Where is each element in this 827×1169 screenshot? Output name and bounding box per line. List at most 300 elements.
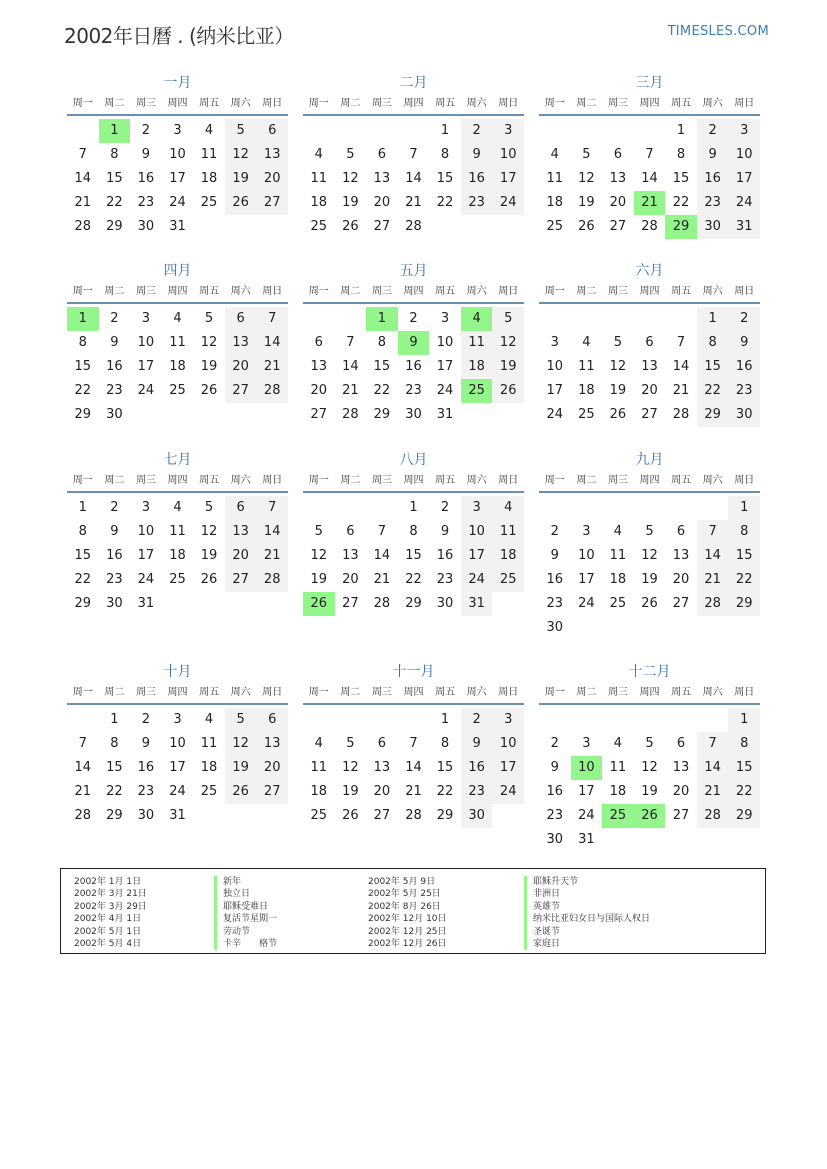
day-cell: 5	[613, 335, 623, 350]
day-cell: 12	[225, 732, 257, 756]
day-cell: 5	[204, 311, 214, 326]
day-cell: 19	[641, 784, 658, 799]
weekday-label: 周三	[607, 475, 628, 486]
day-cell: 19	[225, 167, 257, 191]
holiday-date: 2002年 5月 9日	[368, 877, 436, 887]
holiday-names-col-1	[214, 876, 277, 950]
day-cell: 1	[110, 712, 119, 727]
holiday-date: 2002年 8月 26日	[368, 901, 441, 912]
day-cell: 31	[169, 219, 186, 234]
holiday-date: 2002年 5月 1日	[74, 926, 142, 937]
day-cell: 1	[728, 496, 760, 520]
day-cell: 31	[578, 832, 595, 847]
day-cell: 3	[141, 500, 151, 515]
day-cell: 9	[697, 143, 729, 167]
day-cell: 25	[169, 383, 186, 398]
day-cell: 27	[310, 407, 328, 422]
day-cell: 26	[225, 780, 257, 804]
day-cell: 13	[609, 171, 627, 186]
day-cell: 17	[137, 548, 155, 563]
day-cell: 21	[697, 568, 729, 592]
weekday-label: 周二	[340, 475, 361, 486]
day-cell: 26	[225, 191, 257, 215]
day-cell: 14	[672, 359, 690, 374]
day-cell: 7	[256, 496, 288, 520]
day-cell: 10	[571, 756, 603, 780]
day-cell: 13	[672, 548, 690, 563]
day-cell: 22	[672, 195, 690, 210]
weekday-label: 周六	[466, 286, 487, 297]
day-cell: 4	[613, 524, 623, 539]
weekday-label: 周日	[262, 286, 283, 297]
day-cell: 13	[310, 359, 328, 374]
day-cell: 5	[225, 119, 257, 143]
day-cell: 9	[461, 732, 493, 756]
day-cell: 12	[641, 760, 658, 775]
month-name: 四月	[163, 263, 192, 279]
day-cell: 14	[342, 359, 359, 374]
day-cell: 23	[461, 191, 493, 215]
weekday-label: 周二	[104, 98, 125, 109]
day-cell: 20	[641, 383, 658, 398]
holiday-dates-col-2	[368, 876, 447, 950]
day-cell: 16	[436, 548, 454, 563]
day-cell: 14	[405, 760, 422, 775]
day-cell: 24	[546, 407, 564, 422]
day-grid	[303, 119, 524, 239]
weekday-label: 周五	[435, 98, 456, 109]
day-cell: 10	[169, 147, 186, 162]
month-block	[539, 661, 760, 852]
day-cell: 15	[697, 355, 729, 379]
weekday-header	[67, 282, 288, 304]
day-cell: 9	[728, 331, 760, 355]
day-cell: 10	[169, 736, 186, 751]
day-cell: 11	[578, 359, 595, 374]
day-cell: 27	[373, 219, 391, 234]
day-cell: 22	[436, 195, 454, 210]
day-cell: 5	[645, 524, 654, 539]
day-cell: 9	[141, 736, 151, 751]
day-cell: 27	[672, 808, 690, 823]
day-cell: 18	[609, 784, 627, 799]
day-cell: 22	[728, 568, 760, 592]
weekday-label: 周四	[167, 475, 188, 486]
day-cell: 31	[137, 596, 155, 611]
day-cell: 16	[697, 167, 729, 191]
holiday-names-col-2	[524, 876, 650, 950]
day-cell: 1	[440, 123, 450, 138]
day-cell: 26	[641, 596, 658, 611]
weekday-label: 周五	[435, 687, 456, 698]
weekday-header	[539, 471, 760, 493]
day-cell: 15	[405, 548, 422, 563]
day-cell: 12	[641, 548, 658, 563]
empty-cell	[571, 119, 603, 143]
month-name: 六月	[635, 263, 664, 279]
weekday-label: 周一	[72, 286, 93, 297]
weekday-label: 周三	[135, 687, 156, 698]
day-cell: 12	[200, 335, 218, 350]
weekday-label: 周五	[671, 98, 692, 109]
day-cell: 9	[550, 760, 559, 775]
day-cell: 4	[173, 500, 182, 515]
day-cell: 28	[256, 568, 288, 592]
day-cell: 21	[672, 383, 690, 398]
weekday-label: 周五	[671, 286, 692, 297]
day-cell: 6	[225, 496, 257, 520]
day-cell: 22	[373, 383, 391, 398]
day-cell: 21	[405, 195, 422, 210]
day-cell: 5	[645, 736, 654, 751]
day-cell: 18	[200, 760, 218, 775]
day-cell: 10	[137, 524, 155, 539]
day-cell: 11	[310, 171, 328, 186]
day-cell: 3	[728, 119, 760, 143]
holiday-name: 独立日	[214, 888, 277, 900]
day-cell: 9	[398, 331, 430, 355]
day-cell: 18	[578, 383, 595, 398]
weekday-label: 周一	[544, 687, 565, 698]
day-cell: 17	[578, 572, 595, 587]
empty-cell	[67, 119, 99, 143]
weekday-label: 周四	[639, 475, 660, 486]
weekday-header	[303, 683, 524, 705]
weekday-label: 周四	[403, 98, 424, 109]
day-cell: 23	[546, 596, 564, 611]
weekday-label: 周二	[340, 286, 361, 297]
weekday-header	[303, 282, 524, 304]
day-cell: 9	[110, 335, 119, 350]
day-cell: 20	[225, 544, 257, 568]
day-cell: 18	[492, 544, 524, 568]
day-cell: 20	[225, 355, 257, 379]
day-cell: 13	[256, 732, 288, 756]
day-cell: 9	[141, 147, 151, 162]
day-cell: 3	[582, 736, 591, 751]
day-cell: 30	[697, 215, 729, 239]
weekday-label: 周四	[403, 475, 424, 486]
holiday-date: 2002年 5月 25日	[368, 889, 441, 900]
day-cell: 21	[373, 572, 391, 587]
day-cell: 18	[310, 195, 328, 210]
empty-cell	[539, 307, 571, 331]
day-cell: 30	[728, 403, 760, 427]
weekday-label: 周三	[135, 98, 156, 109]
day-cell: 3	[492, 119, 524, 143]
weekday-label: 周五	[435, 286, 456, 297]
day-cell: 26	[200, 572, 218, 587]
day-grid	[539, 307, 760, 427]
weekday-header	[67, 94, 288, 116]
site-brand[interactable]: TIMESLES.COM	[667, 24, 769, 39]
day-cell: 6	[225, 307, 257, 331]
day-cell: 20	[609, 195, 627, 210]
day-cell: 7	[697, 520, 729, 544]
weekday-label: 周六	[702, 286, 723, 297]
day-cell: 11	[609, 760, 627, 775]
empty-cell	[303, 119, 335, 143]
day-cell: 26	[303, 592, 335, 616]
weekday-label: 周六	[230, 98, 251, 109]
empty-cell	[697, 708, 729, 732]
day-cell: 11	[200, 736, 218, 751]
month-name: 九月	[635, 452, 664, 468]
day-cell: 2	[141, 712, 151, 727]
month-name: 十二月	[628, 664, 671, 680]
holiday-list	[60, 868, 766, 954]
day-cell: 4	[204, 123, 214, 138]
day-cell: 28	[672, 407, 690, 422]
weekday-header	[67, 683, 288, 705]
day-cell: 14	[74, 171, 92, 186]
day-cell: 1	[440, 712, 450, 727]
day-cell: 29	[74, 407, 92, 422]
month-block	[539, 260, 760, 427]
day-cell: 14	[697, 544, 729, 568]
month-name: 十一月	[392, 664, 435, 680]
day-cell: 2	[550, 524, 559, 539]
day-cell: 19	[609, 383, 627, 398]
day-cell: 19	[342, 784, 359, 799]
empty-cell	[303, 496, 335, 520]
holiday-name: 耶稣升天节	[524, 876, 650, 888]
empty-cell	[303, 708, 335, 732]
day-cell: 29	[106, 219, 123, 234]
day-cell: 11	[310, 760, 328, 775]
empty-cell	[634, 119, 666, 143]
day-cell: 24	[578, 808, 595, 823]
day-cell: 30	[461, 804, 493, 828]
empty-cell	[366, 708, 398, 732]
day-cell: 6	[645, 335, 654, 350]
weekday-label: 周四	[403, 687, 424, 698]
weekday-label: 周三	[607, 687, 628, 698]
day-cell: 29	[728, 592, 760, 616]
month-name: 十月	[163, 664, 192, 680]
day-cell: 4	[461, 307, 493, 331]
day-cell: 15	[728, 756, 760, 780]
weekday-label: 周四	[639, 687, 660, 698]
day-cell: 20	[342, 572, 359, 587]
day-cell: 5	[314, 524, 323, 539]
day-cell: 30	[546, 832, 564, 847]
weekday-label: 周日	[498, 286, 519, 297]
day-cell: 2	[461, 119, 493, 143]
weekday-label: 周六	[230, 475, 251, 486]
day-cell: 30	[546, 620, 564, 635]
weekday-label: 周二	[576, 475, 597, 486]
day-cell: 24	[137, 572, 155, 587]
day-cell: 21	[74, 195, 92, 210]
weekday-label: 周一	[308, 475, 329, 486]
day-cell: 8	[676, 147, 686, 162]
weekday-label: 周四	[167, 286, 188, 297]
day-cell: 16	[137, 171, 155, 186]
weekday-label: 周五	[435, 475, 456, 486]
day-cell: 1	[78, 500, 87, 515]
weekday-label: 周二	[340, 98, 361, 109]
day-cell: 17	[546, 383, 564, 398]
month-block	[303, 72, 524, 239]
day-cell: 23	[546, 808, 564, 823]
month-name: 二月	[399, 75, 428, 91]
holiday-name: 英雄节	[524, 901, 650, 913]
empty-cell	[602, 307, 634, 331]
weekday-label: 周一	[308, 98, 329, 109]
weekday-label: 周日	[734, 286, 755, 297]
day-cell: 13	[373, 171, 391, 186]
weekday-label: 周五	[671, 475, 692, 486]
day-cell: 20	[672, 784, 690, 799]
day-cell: 8	[440, 736, 450, 751]
day-cell: 20	[373, 195, 391, 210]
day-cell: 28	[373, 596, 391, 611]
weekday-label: 周二	[340, 687, 361, 698]
day-cell: 25	[578, 407, 595, 422]
weekday-label: 周日	[498, 475, 519, 486]
weekday-header	[303, 94, 524, 116]
day-cell: 22	[74, 572, 92, 587]
day-cell: 25	[200, 784, 218, 799]
month-block	[539, 72, 760, 239]
day-cell: 27	[373, 808, 391, 823]
day-cell: 16	[106, 548, 123, 563]
day-cell: 24	[492, 780, 524, 804]
day-cell: 1	[366, 307, 398, 331]
day-cell: 10	[546, 359, 564, 374]
day-cell: 7	[409, 736, 418, 751]
day-cell: 4	[492, 496, 524, 520]
day-cell: 27	[256, 191, 288, 215]
day-cell: 1	[67, 307, 99, 331]
month-block	[303, 449, 524, 616]
day-cell: 8	[728, 520, 760, 544]
day-cell: 28	[641, 219, 658, 234]
day-cell: 24	[137, 383, 155, 398]
day-cell: 25	[200, 195, 218, 210]
day-cell: 12	[609, 359, 627, 374]
day-cell: 3	[173, 123, 182, 138]
day-cell: 19	[342, 195, 359, 210]
empty-cell	[303, 307, 335, 331]
day-cell: 9	[550, 548, 559, 563]
weekday-label: 周二	[104, 286, 125, 297]
empty-cell	[366, 496, 398, 520]
day-cell: 5	[346, 736, 355, 751]
day-cell: 15	[436, 171, 454, 186]
weekday-label: 周六	[230, 286, 251, 297]
day-cell: 25	[609, 596, 627, 611]
day-cell: 23	[137, 195, 155, 210]
day-cell: 31	[728, 215, 760, 239]
month-name: 五月	[399, 263, 428, 279]
day-cell: 14	[74, 760, 92, 775]
month-block	[539, 449, 760, 640]
day-cell: 10	[492, 732, 524, 756]
holiday-name: 纳米比亚妇女日与国际人权日	[524, 913, 650, 925]
day-cell: 24	[436, 383, 454, 398]
empty-cell	[665, 307, 697, 331]
day-cell: 5	[346, 147, 355, 162]
day-cell: 18	[200, 171, 218, 186]
day-cell: 22	[74, 383, 92, 398]
day-cell: 27	[641, 407, 658, 422]
month-name: 三月	[635, 75, 664, 91]
weekday-label: 周一	[72, 687, 93, 698]
day-cell: 31	[436, 407, 454, 422]
day-cell: 13	[342, 548, 359, 563]
weekday-label: 周二	[104, 687, 125, 698]
empty-cell	[539, 496, 571, 520]
day-cell: 30	[106, 596, 123, 611]
day-cell: 7	[377, 524, 387, 539]
empty-cell	[571, 496, 603, 520]
day-cell: 2	[110, 311, 119, 326]
weekday-label: 周六	[466, 98, 487, 109]
day-cell: 29	[697, 403, 729, 427]
day-cell: 3	[440, 311, 450, 326]
day-cell: 12	[310, 548, 328, 563]
day-cell: 17	[169, 760, 186, 775]
weekday-label: 周日	[734, 687, 755, 698]
day-cell: 25	[546, 219, 564, 234]
day-cell: 11	[169, 335, 186, 350]
day-cell: 2	[697, 119, 729, 143]
weekday-label: 周三	[371, 475, 392, 486]
day-cell: 26	[634, 804, 666, 828]
weekday-label: 周六	[466, 687, 487, 698]
day-cell: 19	[492, 355, 524, 379]
month-block	[67, 72, 288, 239]
day-cell: 7	[346, 335, 355, 350]
holiday-name: 复活节星期一	[214, 913, 277, 925]
day-cell: 1	[676, 123, 686, 138]
day-cell: 17	[492, 756, 524, 780]
day-cell: 8	[377, 335, 387, 350]
day-cell: 28	[342, 407, 359, 422]
weekday-label: 周四	[403, 286, 424, 297]
day-cell: 21	[74, 784, 92, 799]
day-cell: 15	[74, 548, 92, 563]
weekday-label: 周四	[639, 98, 660, 109]
empty-cell	[539, 708, 571, 732]
day-cell: 21	[342, 383, 359, 398]
day-cell: 2	[141, 123, 151, 138]
day-cell: 7	[409, 147, 418, 162]
day-cell: 27	[672, 596, 690, 611]
day-cell: 2	[110, 500, 119, 515]
weekday-label: 周五	[199, 98, 220, 109]
day-cell: 19	[200, 548, 218, 563]
day-grid	[303, 496, 524, 616]
day-cell: 28	[405, 808, 422, 823]
day-cell: 5	[225, 708, 257, 732]
weekday-label: 周六	[702, 98, 723, 109]
empty-cell	[539, 119, 571, 143]
day-cell: 24	[728, 191, 760, 215]
month-block	[67, 449, 288, 616]
day-cell: 7	[256, 307, 288, 331]
day-grid	[539, 119, 760, 239]
day-cell: 29	[728, 804, 760, 828]
day-grid	[539, 708, 760, 852]
day-cell: 8	[728, 732, 760, 756]
weekday-label: 周三	[607, 98, 628, 109]
day-cell: 24	[461, 568, 493, 592]
holiday-name: 劳动节	[214, 926, 277, 938]
weekday-label: 周三	[135, 475, 156, 486]
